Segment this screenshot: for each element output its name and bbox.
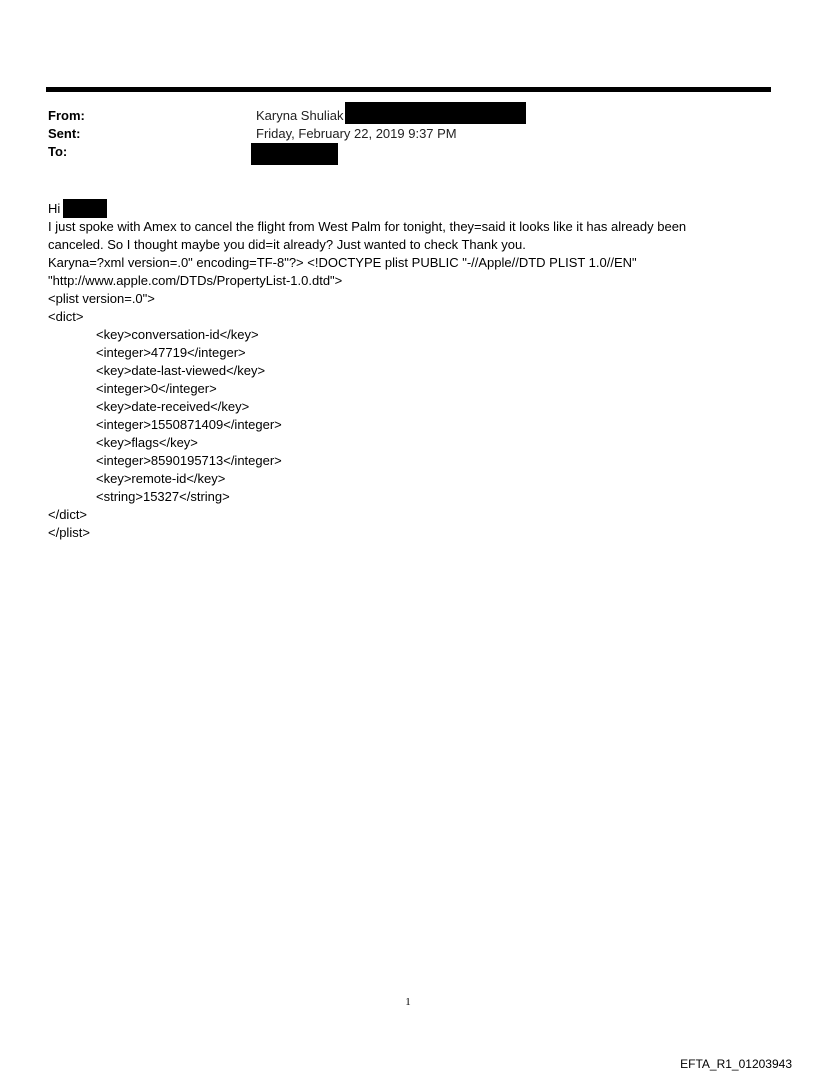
greeting: Hi [48, 199, 748, 218]
message-line: "http://www.apple.com/DTDs/PropertyList-1.0.dtd"> [48, 273, 343, 288]
header-rule [46, 87, 771, 92]
plist-line: <key>date-received</key> [96, 399, 250, 414]
plist-line: <integer>8590195713</integer> [96, 453, 282, 468]
plist-line: <key>date-last-viewed</key> [96, 363, 266, 378]
sent-label: Sent: [48, 126, 81, 141]
plist-line: <key>remote-id</key> [96, 471, 226, 486]
plist-line: <integer>47719</integer> [96, 345, 246, 360]
document-id: EFTA_R1_01203943 [680, 1057, 792, 1071]
message-line: <dict> [48, 309, 84, 324]
message-line: <plist version=.0"> [48, 291, 155, 306]
plist-line: <key>flags</key> [96, 435, 198, 450]
message-body [48, 199, 748, 542]
closing-line: </dict> [48, 507, 88, 522]
from-value: Karyna Shuliak [256, 108, 344, 123]
redaction-from-email [345, 102, 526, 124]
plist-line: <integer>0</integer> [96, 381, 217, 396]
plist-line: <string>15327</string> [96, 489, 230, 504]
plist-line: <integer>1550871409</integer> [96, 417, 282, 432]
from-label: From: [48, 108, 85, 123]
message-line: I just spoke with Amex to cancel the flight from West Palm for tonight, they=said it looks like it has already been [48, 219, 687, 234]
to-label: To: [48, 144, 68, 159]
closing-line: </plist> [48, 525, 90, 540]
message-line: canceled. So I thought maybe you did=it already? Just wanted to check Thank you. [48, 237, 526, 252]
page-number: 1 [405, 996, 411, 1008]
plist-line: <key>conversation-id</key> [96, 327, 259, 342]
redaction-to [251, 143, 338, 165]
message-line: Karyna=?xml version=.0" encoding=TF-8"?> <!DOCTYPE plist PUBLIC "-//Apple//DTD PLIST 1.0//EN" [48, 255, 637, 270]
redaction-greeting-name [63, 199, 107, 218]
sent-value: Friday, February 22, 2019 9:37 PM [256, 126, 457, 141]
